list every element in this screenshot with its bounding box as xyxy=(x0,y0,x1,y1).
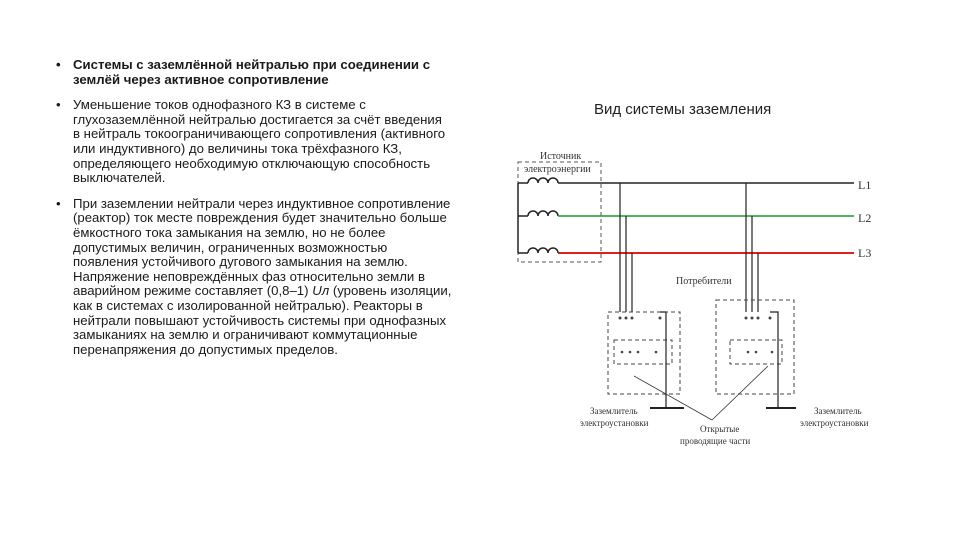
consumer-2-contacts xyxy=(745,317,774,354)
phase-label-l2: L2 xyxy=(858,211,872,225)
consumer-1-taps xyxy=(620,183,632,312)
bullet-dot: • xyxy=(56,195,61,211)
coil-1 xyxy=(518,178,558,183)
bullet-text: Уменьшение токов однофазного КЗ в системе с глухозаземлённой нейтралью достигается за счёт введения в нейтраль токоограничивающего сопротивления (активного или индуктивного) до величины тока трёхфазного КЗ, определяющего необходимую отключающую способность выключателей. xyxy=(73,97,446,186)
diagram-title: Вид системы заземления xyxy=(594,101,772,118)
exposed-parts-leaders xyxy=(634,366,768,420)
coil-2 xyxy=(518,211,558,216)
consumer-1-contacts xyxy=(619,317,662,354)
source-label-line1: Источник xyxy=(540,151,582,162)
bullet-text-continued: (уровень изоляции, как в системах с изолированной нейтралью). Реакторы в нейтрали повышают устойчивость системы при однофазных замыканиях на землю и ограничивают коммутационные перенапряжения до допустимых пределов. xyxy=(73,283,452,357)
source-label-line2: электроэнергии xyxy=(524,164,591,175)
consumer-2-enclosure xyxy=(716,300,794,394)
phase-label-l3: L3 xyxy=(858,246,872,260)
earth-left-label-line2: электроустановки xyxy=(580,418,649,428)
bullet-text: При заземлении нейтрали через индуктивное сопротивление (реактор) ток месте повреждения будет значительно больше ёмкостного тока замыкания на землю, но не более допустимых величин, ограниченных возможностью появления устойчивого дугового замыкания на землю. Напряжение неповреждённых фаз относительно земли в аварийном режиме составляет (0,8–1) xyxy=(73,195,451,299)
phase-label-l1: L1 xyxy=(858,178,872,192)
consumer-2-taps xyxy=(746,183,758,312)
voltage-symbol: Uл xyxy=(312,283,330,299)
bullet-dot: • xyxy=(56,97,61,113)
earth-left-label-line1: Заземлитель xyxy=(590,406,638,416)
exposed-parts-label-line2: проводящие части xyxy=(680,436,751,446)
consumers-label: Потребители xyxy=(676,276,732,287)
bullet-dot: • xyxy=(56,57,61,72)
coil-3 xyxy=(518,248,558,253)
exposed-parts-label-line1: Открытые xyxy=(700,424,740,434)
earth-right-label-line1: Заземлитель xyxy=(814,406,862,416)
earth-right-label-line2: электроустановки xyxy=(800,418,869,428)
bullet-text: Системы с заземлённой нейтралью при соединении с землёй через активное сопротивление xyxy=(73,57,431,87)
